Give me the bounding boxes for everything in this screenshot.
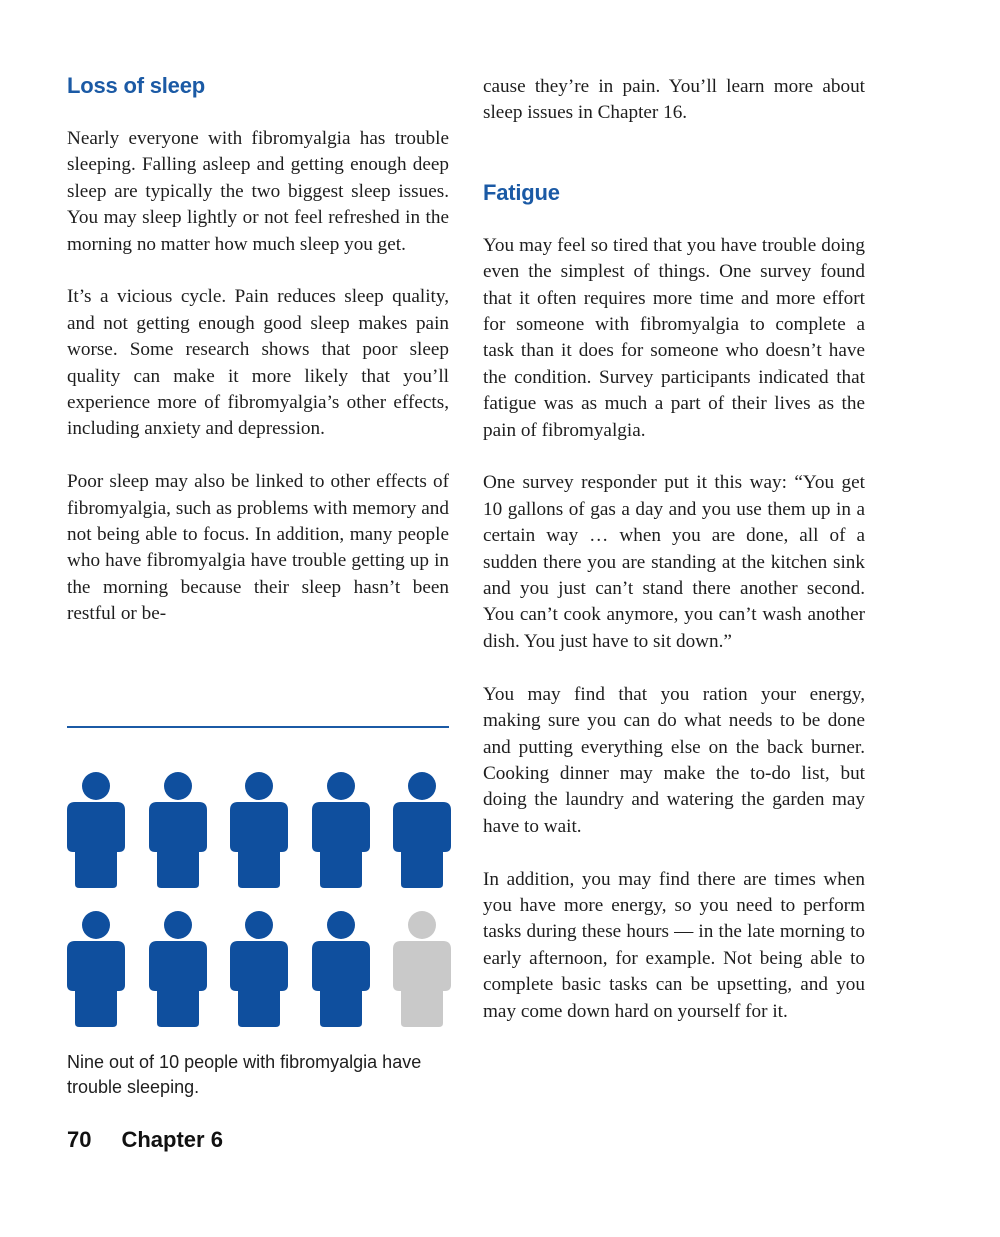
paragraph: Poor sleep may also be linked to other effects of fibromyalgia, such as problems with memory and not being able to focus. In addition, many people who have fibromyalgia have trouble getting up in the morning because their sleep hasn’t been restful or be- xyxy=(67,471,449,625)
page-number: 70 xyxy=(67,1127,92,1152)
paragraph-continuation: cause they’re in pain. You’ll learn more about sleep issues in Chapter 16. xyxy=(483,76,865,124)
paragraph: Nearly everyone with fibromyalgia has trouble sleeping. Falling asleep and getting enough deep sleep are typically the two biggest sleep issues. You may sleep lightly or not feel refreshed in the morning no matter how much sleep you get. xyxy=(67,128,449,255)
figure-caption: Nine out of 10 people with fibromyalgia have trouble sleeping. xyxy=(67,1052,422,1097)
person-icon-unaffected xyxy=(393,911,451,1027)
person-icon-affected xyxy=(312,911,370,1027)
paragraph: It’s a vicious cycle. Pain reduces sleep quality, and not getting enough good sleep makes pain worse. Some research shows that poor sleep quality can make it more likely that you’ll experience more of fibromyalgia’s other effects, including anxiety and depression. xyxy=(67,286,449,440)
section-heading-fatigue: Fatigue xyxy=(483,179,560,205)
paragraph: One survey responder put it this way: “You get 10 gallons of gas a day and you use them up in a certain way … when you are done, all of a sudden there you are standing at the kitchen sink and you just can’t stand there another second. You can’t cook anymore, you can’t wash another dish. You just have to sit down.” xyxy=(483,472,865,652)
figure-divider xyxy=(67,726,449,728)
section-heading-loss-of-sleep: Loss of sleep xyxy=(67,73,205,98)
page-footer xyxy=(67,1126,223,1154)
left-column xyxy=(67,72,449,628)
people-infographic xyxy=(67,772,451,1028)
person-icon-affected xyxy=(230,911,288,1027)
person-icon-affected xyxy=(67,911,125,1027)
paragraph: You may feel so tired that you have trouble doing even the simplest of things. One survey found that it often requires more time and more effort for someone with fibromyalgia to complete a task than it does for someone who doesn’t have the condition. Survey participants indicated that fatigue was as much a part of their lives as the pain of fibromyalgia. xyxy=(483,234,865,441)
chapter-label: Chapter 6 xyxy=(121,1127,223,1152)
person-icon-affected xyxy=(393,772,451,888)
person-icon-affected xyxy=(230,772,288,888)
person-icon-affected xyxy=(149,772,207,888)
right-column xyxy=(483,74,865,1025)
paragraph: In addition, you may find there are times when you have more energy, so you need to perform tasks during these hours — in the late morning to early afternoon, for example. Not being able to complete basic tasks can be upsetting, and you may come down hard on yourself for it. xyxy=(483,868,865,1022)
person-icon-affected xyxy=(149,911,207,1027)
person-icon-affected xyxy=(312,772,370,888)
person-icon-affected xyxy=(67,772,125,888)
paragraph: You may find that you ration your energy, making sure you can do what needs to be done and putting everything else on the back burner. Cooking dinner may make the to-do list, but doing the laundry and watering the garden may have to wait. xyxy=(483,683,865,837)
